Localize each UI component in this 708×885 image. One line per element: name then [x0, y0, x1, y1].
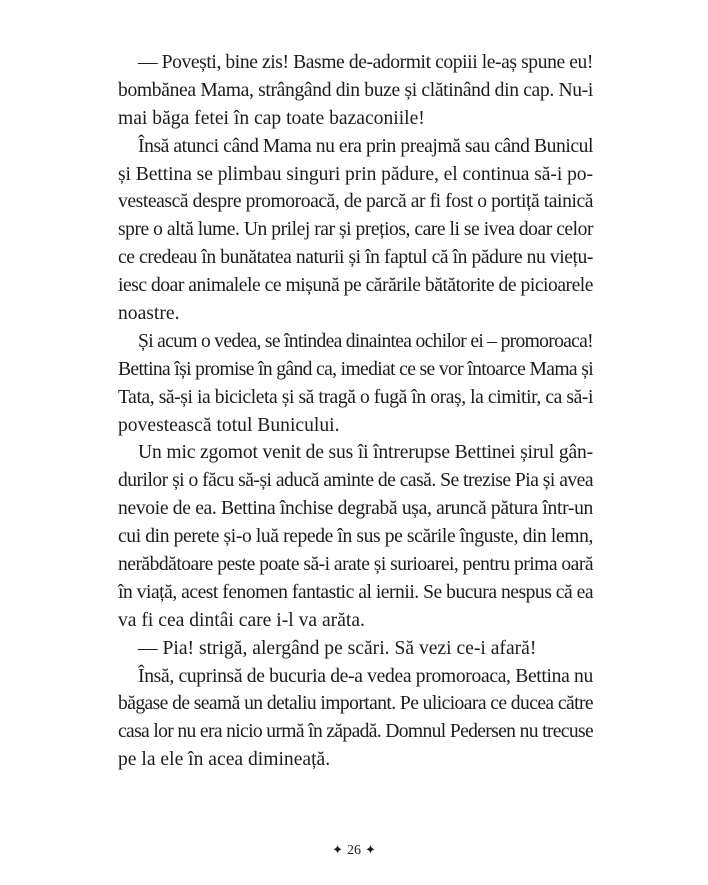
text-line: Însă atunci când Mama nu era prin preajmă sau când Bunicul: [138, 135, 593, 157]
text-line: pe la ele în acea dimineață.: [118, 749, 331, 771]
text-line: povestească totul Bunicului.: [118, 414, 340, 436]
star-ornament-icon: ✦: [365, 842, 376, 857]
text-line: va fi cea dintâi care i-l va arăta.: [118, 609, 365, 631]
text-line: și Bettina se plimbau singuri prin pădure, el continua să-i po-: [118, 163, 593, 185]
text-line: băgase de seamă un detaliu important. Pe ulicioara ce ducea către: [118, 693, 593, 715]
text-line: — Pia! strigă, alergând pe scări. Să vezi ce-i afară!: [138, 637, 537, 659]
text-line: spre o altă lume. Un prilej rar și prețios, care li se ivea doar celor: [118, 219, 593, 241]
text-line: Un mic zgomot venit de sus îi întrerupse Bettinei șirul gân-: [138, 442, 594, 464]
text-line: bombănea Mama, strângând din buze și clătinând din cap. Nu-i: [118, 79, 593, 101]
text-line: Bettina își promise în gând ca, imediat ce se vor întoarce Mama și: [118, 358, 594, 380]
text-line: vestească despre promoroacă, de parcă ar fi fost o portiță tainică: [118, 191, 593, 213]
text-line: Tata, să-și ia bicicleta și să tragă o fugă în oraș, la cimitir, ca să-i: [118, 386, 593, 408]
text-line: ce credeau în bunătatea naturii și în faptul că în pădure nu viețu-: [118, 247, 593, 269]
paragraph: [118, 49, 593, 133]
page-number: 26: [347, 843, 361, 858]
text-line: nevoie de ea. Bettina închise degrabă ușa, aruncă pătura într-un: [118, 498, 593, 520]
text-line: casa lor nu era nicio urmă în zăpadă. Domnul Pedersen nu trecuse: [118, 721, 594, 743]
text-line: durilor și o făcu să-și aducă aminte de casă. Se trezise Pia și avea: [118, 470, 593, 492]
text-line: noastre.: [118, 303, 180, 325]
paragraph: [118, 133, 593, 328]
text-line: Însă, cuprinsă de bucuria de-a vedea promoroaca, Bettina nu: [138, 665, 593, 687]
body-text: [118, 49, 593, 774]
text-line: Și acum o vedea, se întindea dinaintea ochilor ei – promoroaca!: [138, 330, 594, 352]
paragraph: [118, 663, 593, 775]
paragraph: [118, 328, 593, 440]
paragraph: [118, 635, 593, 663]
text-line: — Povești, bine zis! Basme de-adormit copiii le-aș spune eu!: [138, 52, 593, 73]
star-ornament-icon: ✦: [332, 842, 343, 857]
text-line: în viață, acest fenomen fantastic al iernii. Se bucura nespus că ea: [118, 581, 594, 603]
text-line: nerăbdătoare peste poate să-i arate și surioarei, pentru prima oară: [118, 554, 593, 576]
text-line: cui din perete și-o luă repede în sus pe scările înguste, din lemn,: [118, 526, 594, 548]
text-line: mai băga fetei în cap toate bazaconiile!: [118, 107, 425, 129]
page-number-footer: [0, 842, 708, 859]
text-line: iesc doar animalele ce mișună pe cărările bătătorite de picioarele: [118, 275, 593, 297]
paragraph: [118, 439, 593, 634]
